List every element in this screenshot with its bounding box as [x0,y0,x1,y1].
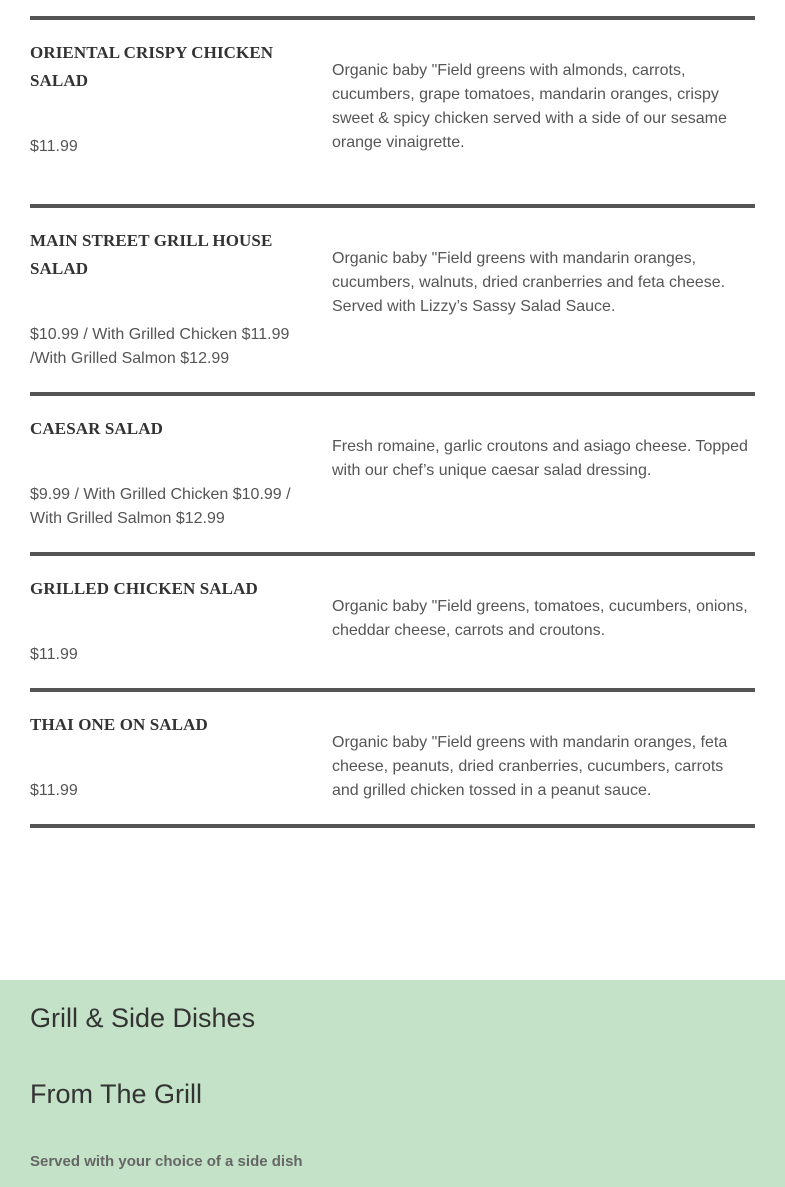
menu-item [30,556,755,688]
section-title: Grill & Side Dishes [30,1003,256,1033]
menu-item [30,20,755,204]
menu-item-description: Organic baby "Field greens with mandarin oranges, feta cheese, peanuts, dried cranberries, cucumbers, carrots and grilled chicken tossed in a peanut sauce. [332,734,728,799]
menu-item-price: $11.99 [30,138,78,155]
menu-item-description: Organic baby "Field greens with almonds, carrots, cucumbers, grape tomatoes, mandarin oranges, crispy sweet & spicy chicken served with a side of our sesame orange vinaigrette. [332,62,727,151]
menu-item-price: $11.99 [30,646,78,663]
menu-item-name: CAESAR SALAD [30,419,163,438]
menu-item-price: $10.99 / With Grilled Chicken $11.99 /With Grilled Salmon $12.99 [30,326,290,367]
menu-item-name: ORIENTAL CRISPY CHICKEN SALAD [30,43,274,90]
divider [30,824,755,828]
menu-item-name: THAI ONE ON SALAD [30,715,208,734]
menu-item [30,208,755,392]
menu-item [30,692,755,824]
menu-item-name: MAIN STREET GRILL HOUSE SALAD [30,231,273,278]
menu-item-price: $9.99 / With Grilled Chicken $10.99 / With Grilled Salmon $12.99 [30,486,291,527]
subsection-title: From The Grill [30,1079,203,1109]
menu-item [30,396,755,552]
menu-item-description: Fresh romaine, garlic croutons and asiago cheese. Topped with our chef’s unique caesar salad dressing. [332,438,748,479]
menu-item-name: GRILLED CHICKEN SALAD [30,579,258,598]
grill-side-dishes-section [0,980,785,1187]
side-dish-note: Served with your choice of a side dish [30,1153,303,1170]
menu-item-price: $11.99 [30,782,78,799]
menu-item-description: Organic baby "Field greens with mandarin oranges, cucumbers, walnuts, dried cranberries and feta cheese. Served with Lizzy’s Sassy Salad Sauce. [332,250,726,315]
menu-item-description: Organic baby "Field greens, tomatoes, cucumbers, onions, cheddar cheese, carrots and croutons. [332,598,748,639]
